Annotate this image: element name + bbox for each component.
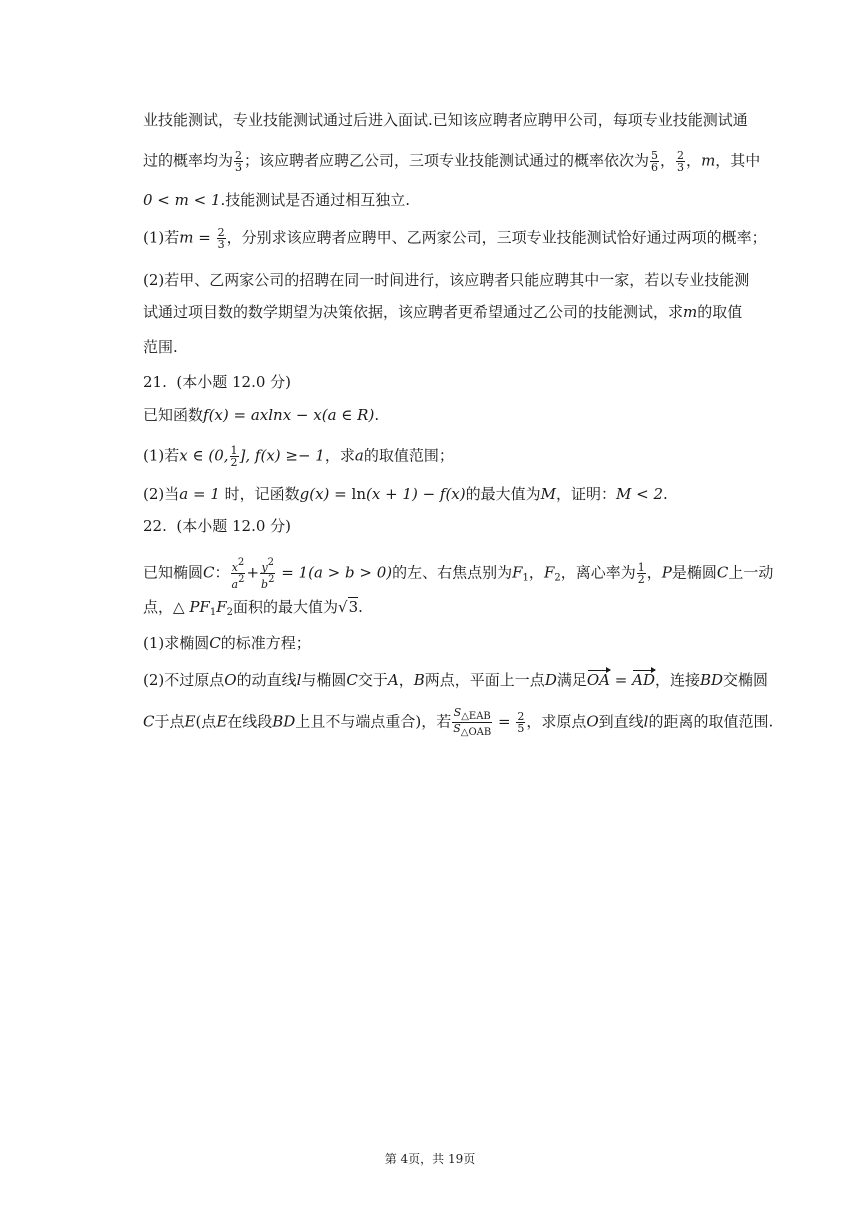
vector-oa: OA xyxy=(586,671,610,689)
q20-part-1: (1)若m = $\frac{2}{3}$ ，分别求该应聘者应聘甲、乙两家公司，三项专业技能测试恰好通过两项的概率； xyxy=(143,226,767,251)
q21-part-2: (2)当a = 1 时，记函数g(x) = ln(x + 1) − f(x)的最大值为M，证明：M < 2. xyxy=(143,485,668,503)
fraction-x2-a2: $\frac{x2}{a2}$ xyxy=(231,557,245,591)
q20-line-3: 0 < m < 1.技能测试是否通过相互独立. xyxy=(143,191,411,209)
fraction-area-ratio: $\frac{\text{S△EAB}}{\text{S△OAB}}$ xyxy=(453,706,492,738)
q20-text: 业技能测试，专业技能测试通过后进入面试.已知该应聘者应聘甲公司，每项专业技能测试通 xyxy=(143,111,748,129)
q20-line-1 xyxy=(143,110,748,130)
fraction-y2-b2: $\frac{y2}{b2}$ xyxy=(261,557,275,591)
q20-part-2-line-3: 范围. xyxy=(143,338,178,356)
fraction-2-5: $\frac{2}{5}$ xyxy=(517,710,525,735)
fraction-5-6: $\frac{5}{6}$ xyxy=(651,149,659,174)
fraction-1-2: $\frac{1}{2}$ xyxy=(230,444,238,469)
vector-ad: AD xyxy=(632,671,655,689)
q20-text: 过的概率均为 xyxy=(143,151,234,170)
page-footer: 第 4页，共 19页 xyxy=(384,1152,476,1166)
math-inequality: 0 < m < 1 xyxy=(143,191,221,209)
q20-line-2: 过的概率均为 $\frac{2}{3}$ ；该应聘者应聘乙公司，三项专业技能测试通过的概率依次为 $\frac{5}{6}$ ， $\frac{2}{3}$ ，m，其中 xyxy=(143,149,761,174)
q22-line-1: 已知椭圆C： $\frac{x2}{a2}$ + $\frac{y2}{b2}$ = 1(a > b > 0)的左、右焦点别为$F_1$，$F_2$，离心率为 $\frac{1}{2}$ ，P是椭圆C上一动 xyxy=(143,557,774,591)
fraction-2-3: $\frac{2}{3}$ xyxy=(235,149,243,174)
q22-part-2-line-2: C于点E(点E在线段BD上且不与端点重合)，若 $\frac{\text{S△EAB}}{\text{S△OAB}}$ = $\frac{2}{5}$ ，求原点O到直线l的距离的取值范围. xyxy=(143,706,774,738)
q21-header: 21. (本小题 12.0 分) xyxy=(143,373,292,391)
q20-part-2-line-1: (2)若甲、乙两家公司的招聘在同一时间进行，该应聘者只能应聘其中一家，若以专业技能测 xyxy=(143,271,750,289)
q20-text: ；该应聘者应聘乙公司，三项专业技能测试通过的概率依次为 xyxy=(244,151,650,170)
fraction-2-3: $\frac{2}{3}$ xyxy=(217,226,225,251)
math-m: m xyxy=(701,151,716,170)
q21-intro: 已知函数f(x) = axlnx − x(a ∈ R). xyxy=(143,406,380,424)
fraction-1-2: $\frac{1}{2}$ xyxy=(637,561,645,586)
q20-part-2-line-2: 试通过项目数的数学期望为决策依据，该应聘者更希望通过乙公司的技能测试，求m的取值 xyxy=(143,303,743,321)
q21-part-1: (1)若x ∈ (0, $\frac{1}{2}$ ], f(x) ≥− 1，求a的取值范围； xyxy=(143,444,454,469)
fraction-2-3: $\frac{2}{3}$ xyxy=(677,149,685,174)
q22-line-2: 点，△ $PF_1F_2$面积的最大值为√3. xyxy=(143,598,363,618)
q22-part-1: (1)求椭圆C的标准方程； xyxy=(143,634,311,652)
q22-header: 22. (本小题 12.0 分) xyxy=(143,517,292,535)
q22-part-2-line-1: (2)不过原点O的动直线l与椭圆C交于A，B两点，平面上一点D满足OA = AD，连接BD交椭圆 xyxy=(143,671,769,689)
